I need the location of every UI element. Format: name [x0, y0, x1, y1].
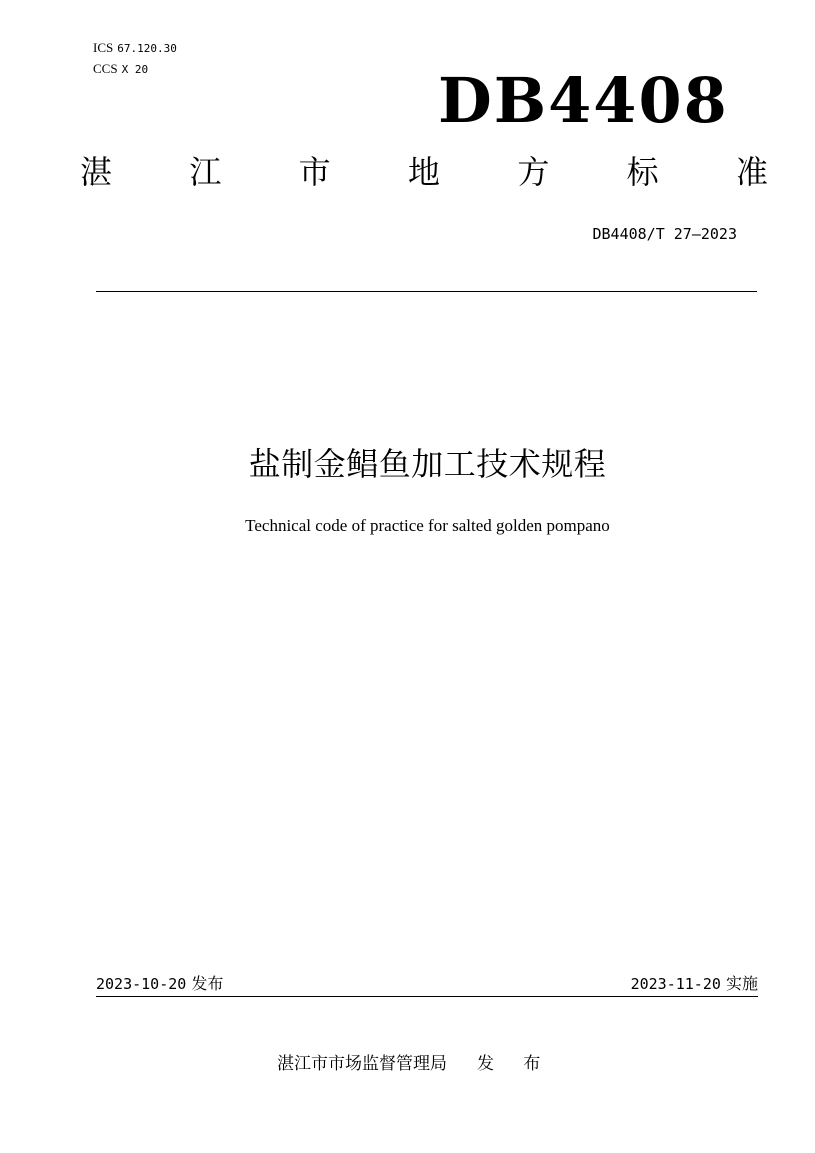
- document-title: 盐制金鲳鱼加工技术规程: [248, 445, 607, 483]
- standard-number: DB4408/T 27—2023: [592, 225, 737, 243]
- issue-date-label: 发布: [191, 974, 224, 993]
- standard-type-char: 方: [517, 153, 550, 191]
- header-divider: [96, 291, 757, 292]
- issuer-action: 发 布: [477, 1054, 553, 1074]
- implementation-date-value: 2023-11-20: [630, 975, 721, 993]
- ccs-label: CCS: [93, 61, 118, 76]
- issuer: [277, 1052, 552, 1076]
- standard-type-char: 准: [735, 153, 768, 191]
- standard-type-char: 地: [407, 153, 440, 191]
- standard-type-char: 湛: [80, 153, 113, 191]
- implementation-date: [631, 973, 758, 995]
- footer-divider: [96, 996, 758, 997]
- issuer-name: 湛江市市场监督管理局: [277, 1054, 447, 1074]
- standard-type-char: 江: [189, 153, 222, 191]
- standard-code-logo: DB4408: [438, 64, 729, 137]
- issue-date-value: 2023-10-20: [96, 975, 187, 993]
- ics-code: [93, 41, 177, 56]
- standard-type-char: 标: [626, 153, 659, 191]
- implementation-date-label: 实施: [725, 974, 758, 993]
- standard-type-title: [80, 150, 768, 194]
- ics-value: 67.120.30: [117, 42, 177, 55]
- ccs-value: X 20: [121, 63, 149, 76]
- issue-date: [96, 973, 223, 995]
- document-subtitle-en: Technical code of practice for salted golden pompano: [245, 516, 610, 535]
- ccs-code: [93, 62, 148, 77]
- standard-type-char: 市: [298, 153, 331, 191]
- ics-label: ICS: [93, 40, 114, 55]
